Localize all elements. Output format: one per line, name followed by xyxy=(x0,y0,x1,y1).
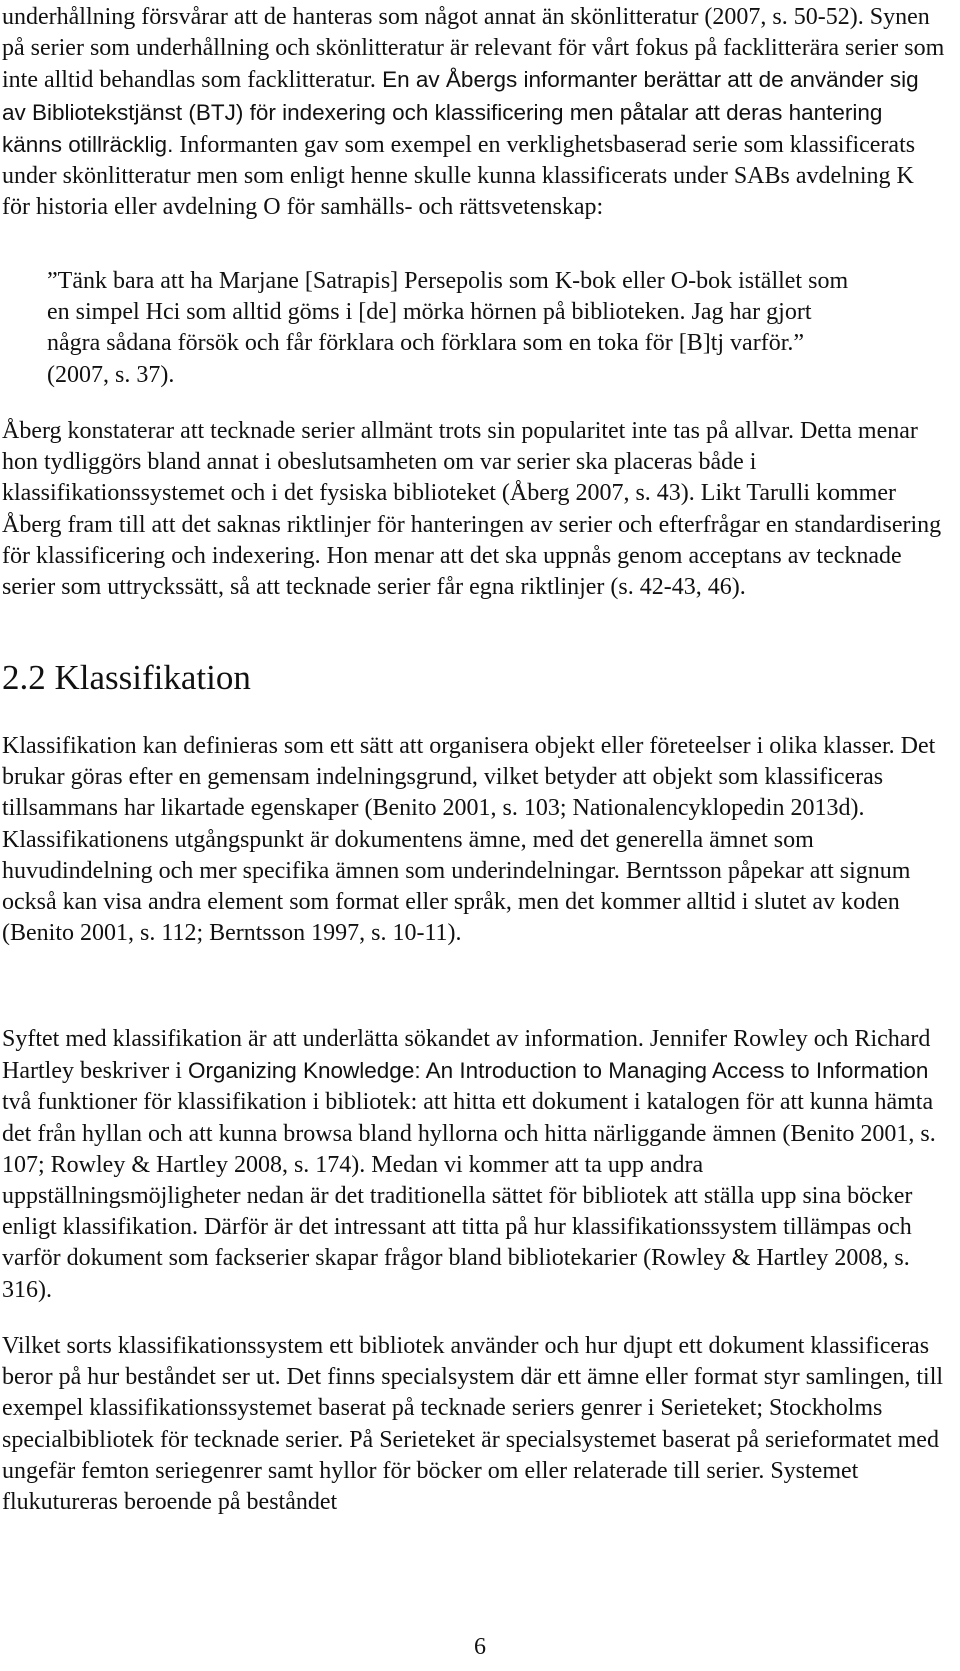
page-number: 6 xyxy=(474,1634,486,1660)
paragraph-klassifikation-definition: Klassifikation kan definieras som ett sätt att organisera objekt eller företeelser i olika klasser. Det brukar göras efter en gemensam indelningsgrund, vilket betyder att objekt som klassificeras tillsammans har likartade egenskaper (Benito 2001, s. 103; Nationalencyklopedin 2013d). Klassifikationens utgångspunkt är dokumentens ämne, med det generella ämnet som huvudindelning och mer specifika ämnen som underindelningar. Berntsson påpekar att signum också kan visa andra element som format eller språk, men det kommer alltid i slutet av koden (Benito 2001, s. 112; Berntsson 1997, s. 10-11). xyxy=(2,733,936,947)
paragraph-intro xyxy=(2,2,946,223)
section-heading: 2.2 Klassifikation xyxy=(2,658,251,697)
paragraph-syftet-part-a: Syftet med klassifikation är att underlätta sökandet av information. Jennifer Rowley och Richard Hartley beskriver i xyxy=(2,1026,931,1085)
paragraph-syftet xyxy=(2,1024,946,1306)
paragraph-intro-part-a: underhållning försvårar att de hanteras som något annat än skönlitteratur (2007, s. 50-52). Synen på serier som underhållning och skönlitteratur är relevant för vårt fokus på facklitterära serier som inte alltid behandlas som facklitteratur. xyxy=(2,4,945,94)
block-quote: ”Tänk bara att ha Marjane [Satrapis] Persepolis som K-bok eller O-bok istället som en simpel Hci som alltid göms i [de] mörka hörnen på biblioteken. Jag har gjort några sådana försök och får förklara och förklara som en toka för [B]tj varför.” (2007, s. 37). xyxy=(47,268,849,388)
paragraph-intro-sans-part: En av Åbergs informanter berättar att de använder sig av Bibliotekstjänst (BTJ) för indexering och klassificering men påtalar att deras hantering känns otillräcklig. xyxy=(2,67,919,157)
paragraph-aberg: Åberg konstaterar att tecknade serier allmänt trots sin popularitet inte tas på allvar. Detta menar hon tydliggörs bland annat i obeslutsamheten om var serier ska placeras både i klassifikationssystemet och i det fysiska biblioteket (Åberg 2007, s. 43). Likt Tarulli kommer Åberg fram till att det saknas riktlinjer för hanteringen av serier och efterfrågar en standardisering för klassificering och indexering. Hon menar att det ska uppnås genom acceptans av tecknade serier som uttryckssätt, så att tecknade serier får egna riktlinjer (s. 42-43, 46). xyxy=(2,418,942,601)
paragraph-klassifikationssystem: Vilket sorts klassifikationssystem ett bibliotek använder och hur djupt ett dokument klassificeras beror på hur beståndet ser ut. Det finns specialsystem där ett ämne eller format styr samlingen, till exempel klassifikationssystemet baserat på tecknade seriers genrer i Serieteket; Stockholms specialbibliotek för tecknade serier. På Serieteket är specialsystemet baserat på serieformatet med ungefär femton seriegenrer samt hyllor för böcker om eller relaterade till serier. Systemet flukutureras beroende på beståndet xyxy=(2,1333,944,1516)
book-title: Organizing Knowledge: An Introduction to Managing Access to Information xyxy=(187,1058,929,1084)
paragraph-syftet-part-b: två funktioner för klassifikation i bibliotek: att hitta ett dokument i katalogen för att kunna hämta det från hyllan och att kunna browsa bland hyllorna och hitta närliggande ämnen (Benito 2001, s. 107; Rowley & Hartley 2008, s. 174). Medan vi kommer att ta upp andra uppställningsmöjligheter nedan är det traditionella sättet för bibliotek att ställa upp sina böcker enligt klassifikation. Därför är det intressant att titta på hur klassifikationssystem tillämpas och varför dokument som fackserier skapar frågor bland bibliotekarier (Rowley & Hartley 2008, s. 316). xyxy=(2,1089,936,1303)
paragraph-intro-part-b: Informanten gav som exempel en verklighetsbaserad serie som klassificerats under skönlitteratur men som enligt henne skulle kunna klassificerats under SABs avdelning K för historia eller avdelning O för samhälls- och rättsvetenskap: xyxy=(2,131,916,221)
